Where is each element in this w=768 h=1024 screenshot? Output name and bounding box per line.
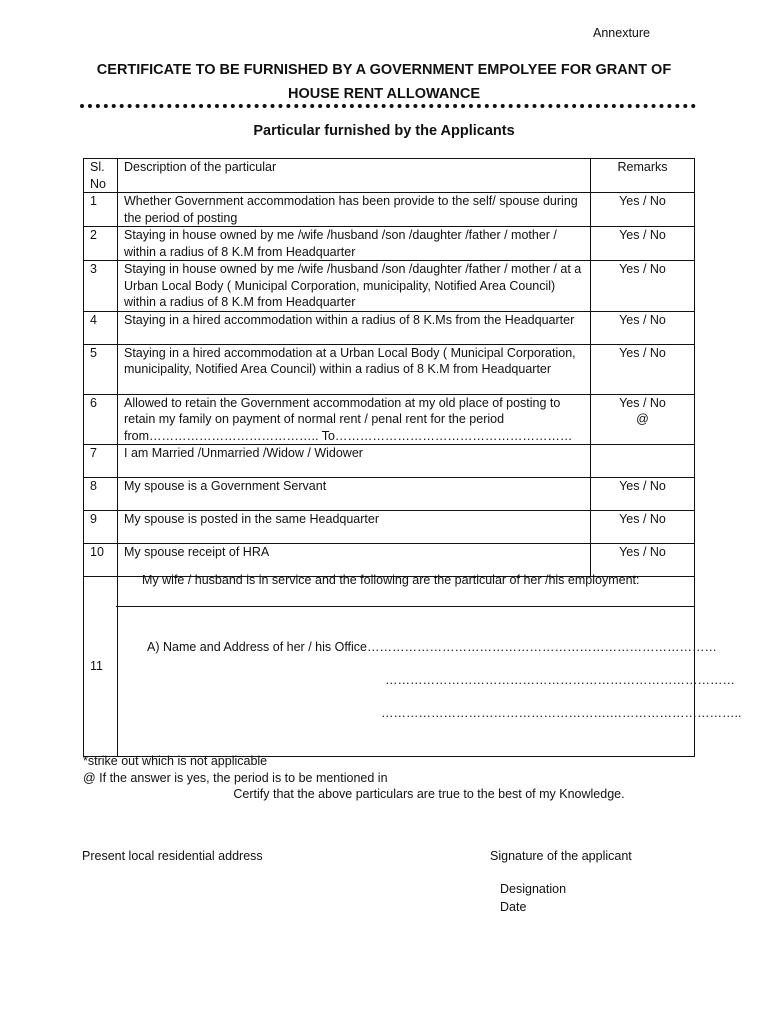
office-address-field[interactable]: A) Name and Address of her / his Office…………………………………………………………………………	[147, 640, 718, 654]
annexture-label: Annexture	[593, 26, 650, 40]
row-sl: 9	[84, 511, 118, 544]
header-remarks: Remarks	[591, 159, 695, 193]
table-row	[84, 344, 695, 394]
table-header-row	[84, 159, 695, 193]
dotted-divider	[80, 104, 696, 108]
table-row	[84, 394, 695, 445]
row-sl: 7	[84, 445, 118, 478]
footnote-period: @ If the answer is yes, the period is to be mentioned in	[83, 771, 388, 785]
row-description: My spouse is a Government Servant	[118, 478, 591, 511]
row-description: My spouse is posted in the same Headquarter	[118, 511, 591, 544]
title-line-1: CERTIFICATE TO BE FURNISHED BY A GOVERNMENT EMPOLYEE FOR GRANT OF	[96, 62, 672, 78]
header-sl-line2: No	[90, 176, 106, 191]
date-label: Date	[500, 900, 527, 914]
remark-at-symbol: @	[636, 412, 649, 426]
row-11-content	[118, 577, 695, 757]
table-row	[84, 478, 695, 511]
footnotes	[83, 753, 388, 787]
table-row	[84, 227, 695, 261]
row-remark-option[interactable]	[591, 394, 695, 445]
row-remark-option[interactable]: Yes / No	[591, 261, 695, 312]
table-row	[84, 261, 695, 312]
row-sl: 4	[84, 311, 118, 344]
footnote-strike-out: *strike out which is not applicable	[83, 754, 268, 768]
row-remark-option[interactable]: Yes / No	[591, 344, 695, 394]
row-description: Staying in a hired accommodation within a radius of 8 K.Ms from the Headquarter	[118, 311, 591, 344]
row-sl: 10	[84, 544, 118, 577]
certification-statement: Certify that the above particulars are true to the best of my Knowledge.	[233, 787, 625, 801]
table-row-11	[84, 577, 695, 757]
row-remark-option[interactable]: Yes / No	[591, 193, 695, 227]
row-sl: 8	[84, 478, 118, 511]
row-description: Staying in house owned by me /wife /husband /son /daughter /father / mother / at a Urban Local Body ( Municipal Corporation, municipality, Notified Area Council) within a radius of 8 K.M from Headquarter	[118, 261, 591, 312]
designation-label: Designation	[500, 882, 567, 896]
row-11-divider	[116, 606, 694, 607]
office-address-line-2[interactable]: …………………………………………………………………………	[385, 673, 735, 687]
row-sl: 11	[84, 577, 118, 757]
row-description: I am Married /Unmarried /Widow / Widower	[118, 445, 591, 478]
row-description: Allowed to retain the Government accommodation at my old place of posting to retain my family on payment of normal rent / penal rent for the period from………………………………….. To…………………………………………………	[118, 394, 591, 445]
header-sl-line1: Sl.	[90, 160, 105, 174]
row-remark-option[interactable]: Yes / No	[591, 544, 695, 577]
title-line-2: HOUSE RENT ALLOWANCE	[288, 86, 480, 102]
row-description: Staying in house owned by me /wife /husband /son /daughter /father / mother / within a radius of 8 K.M from Headquarter	[118, 227, 591, 261]
row-11-intro: My wife / husband is in service and the following are the particular of her /his employment:	[142, 573, 640, 587]
row-remark-option[interactable]: Yes / No	[591, 227, 695, 261]
row-description: Staying in a hired accommodation at a Urban Local Body ( Municipal Corporation, municipality, Notified Area Council) within a radius of 8 K.M from Headquarter	[118, 344, 591, 394]
designation-date-block	[500, 880, 566, 916]
row-sl: 1	[84, 193, 118, 227]
table-row	[84, 544, 695, 577]
table-row	[84, 193, 695, 227]
row-sl: 6	[84, 394, 118, 445]
table-row	[84, 445, 695, 478]
row-description: My spouse receipt of HRA	[118, 544, 591, 577]
row-remark-empty[interactable]	[591, 445, 695, 478]
particulars-table	[83, 158, 695, 757]
row-sl: 2	[84, 227, 118, 261]
residential-address-label: Present local residential address	[82, 849, 263, 863]
row-description: Whether Government accommodation has been provide to the self/ spouse during the period of posting	[118, 193, 591, 227]
table-row	[84, 511, 695, 544]
header-description: Description of the particular	[118, 159, 591, 193]
section-subtitle: Particular furnished by the Applicants	[253, 123, 515, 139]
row-sl: 5	[84, 344, 118, 394]
remark-yes-no: Yes / No	[619, 395, 666, 410]
row-remark-option[interactable]: Yes / No	[591, 311, 695, 344]
row-remark-option[interactable]: Yes / No	[591, 478, 695, 511]
table-row	[84, 311, 695, 344]
office-address-line-3[interactable]: ……………………………………………….…………………………..	[381, 706, 742, 720]
header-sl	[84, 159, 118, 193]
row-sl: 3	[84, 261, 118, 312]
row-remark-option[interactable]: Yes / No	[591, 511, 695, 544]
document-title	[70, 58, 698, 106]
signature-label: Signature of the applicant	[490, 849, 632, 863]
